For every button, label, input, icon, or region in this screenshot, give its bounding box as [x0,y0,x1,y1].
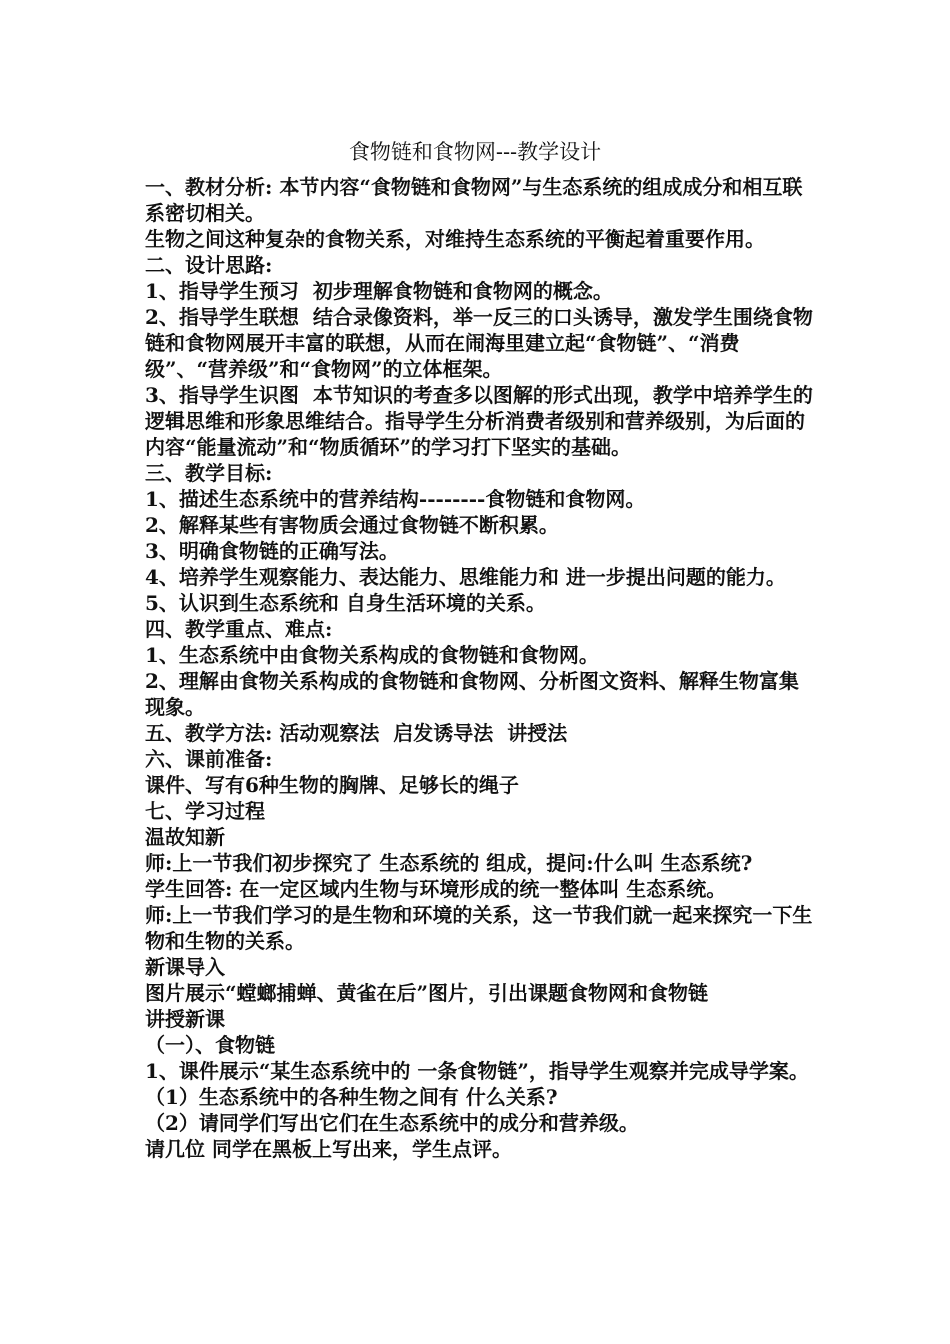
paragraph-line: 1、课件展示“某生态系统中的 一条食物链”，指导学生观察并完成导学案。 [145,1059,809,1083]
subsection-heading: 讲授新课 [145,1007,225,1031]
paragraph-line: 一、教材分析: 本节内容“食物链和食物网”与生态系统的组成成分和相互联系密切相关。 [145,175,803,225]
section-heading: 三、教学目标: [145,461,273,485]
section-heading: 六、课前准备: [145,747,273,771]
paragraph-line: 师:上一节我们学习的是生物和环境的关系，这一节我们就一起来探究一下生物和生物的关系。 [145,903,813,953]
paragraph-line: 3、指导学生识图 本节知识的考查多以图解的形式出现，教学中培养学生的逻辑思维和形象思维结合。指导学生分析消费者级别和营养级别，为后面的内容“能量流动”和“物质循环”的学习打下坚实的基础。 [145,383,813,459]
paragraph-line: 请几位 同学在黑板上写出来，学生点评。 [145,1137,512,1161]
paragraph-line: 4、培养学生观察能力、表达能力、思维能力和 进一步提出问题的能力。 [145,565,786,589]
subsection-heading: （一）、食物链 [145,1033,275,1057]
paragraph-line: 1、指导学生预习 初步理解食物链和食物网的概念。 [145,279,613,303]
paragraph-line: （2）请同学们写出它们在生态系统中的成分和营养级。 [145,1111,639,1135]
paragraph-line: 1、生态系统中由食物关系构成的食物链和食物网。 [145,643,599,667]
document-title: 食物链和食物网---教学设计 [348,140,602,164]
subsection-heading: 温故知新 [145,825,225,849]
paragraph-line: 2、解释某些有害物质会通过食物链不断积累。 [145,513,559,537]
paragraph-line: 2、理解由食物关系构成的食物链和食物网、分析图文资料、解释生物富集现象。 [145,669,799,719]
document-body [145,174,813,1162]
paragraph-line: 课件、写有6种生物的胸牌、足够长的绳子 [145,773,519,797]
paragraph-line: 学生回答: 在一定区域内生物与环境形成的统一整体叫 生态系统。 [145,877,727,901]
paragraph-line: 1、描述生态系统中的营养结构--------食物链和食物网。 [145,487,646,511]
paragraph-line: 生物之间这种复杂的食物关系，对维持生态系统的平衡起着重要作用。 [145,227,765,251]
section-heading: 四、教学重点、难点: [145,617,333,641]
paragraph-line: （1）生态系统中的各种生物之间有 什么关系? [145,1085,558,1109]
section-heading: 五、教学方法: 活动观察法 启发诱导法 讲授法 [145,721,568,745]
paragraph-line: 图片展示“螳螂捕蝉、黄雀在后”图片，引出课题食物网和食物链 [145,981,709,1005]
paragraph-line: 师:上一节我们初步探究了 生态系统的 组成，提问:什么叫 生态系统? [145,851,753,875]
section-heading: 七、学习过程 [145,799,265,823]
paragraph-line: 3、明确食物链的正确写法。 [145,539,399,563]
section-heading: 二、设计思路: [145,253,273,277]
subsection-heading: 新课导入 [145,955,225,979]
paragraph-line: 2、指导学生联想 结合录像资料，举一反三的口头诱导，激发学生围绕食物链和食物网展开丰富的联想，从而在闹海里建立起“食物链”、“消费级”、“营养级”和“食物网”的立体框架。 [145,305,813,381]
paragraph-line: 5、认识到生态系统和 自身生活环境的关系。 [145,591,546,615]
